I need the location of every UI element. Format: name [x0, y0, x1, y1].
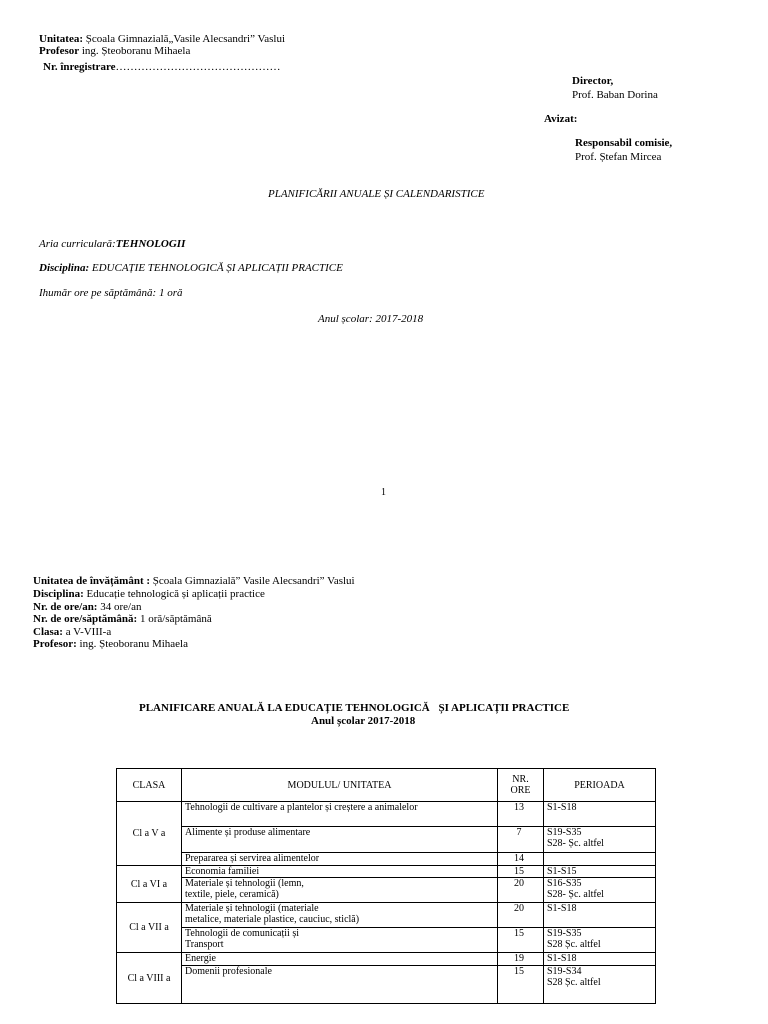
- cell-period-line: S28- Șc. altfel: [547, 889, 604, 900]
- cell-hours-line: 15: [514, 866, 524, 877]
- cell-period-line: S19-S35: [547, 928, 582, 939]
- cell-module: [182, 966, 498, 1004]
- cell-hours-line: 14: [514, 853, 524, 864]
- unit-full-line: [33, 575, 355, 587]
- unit-value: Școala Gimnazială„Vasile Alecsandri” Vaslui: [85, 33, 286, 45]
- cell-module-line: textile, piele, ceramică): [185, 889, 279, 900]
- registration-label: Nr. înregistrare: [43, 61, 116, 73]
- cell-module: [182, 827, 498, 853]
- unit-line: [39, 33, 285, 45]
- header-hours: [498, 769, 544, 802]
- cell-period: [544, 866, 656, 878]
- cell-hours: [498, 802, 544, 827]
- plan-title-left: PLANIFICARE ANUALĂ LA EDUCAȚIE TEHNOLOGICĂ: [139, 702, 430, 714]
- cell-hours: [498, 903, 544, 928]
- unit-full-value: Școala Gimnazială” Vasile Alecsandri” Vaslui: [150, 575, 355, 587]
- cell-module: [182, 853, 498, 866]
- cell-period: [544, 878, 656, 903]
- discipline-value-2: Educație tehnologică și aplicații practice: [83, 588, 265, 600]
- hours-per-week-line: [33, 613, 212, 625]
- cell-hours: [498, 853, 544, 866]
- cell-hours-line: 15: [514, 966, 524, 977]
- table-row: [117, 878, 656, 903]
- class-value: a V-VIII-a: [62, 626, 112, 638]
- hours-per-year-line: [33, 601, 141, 613]
- registration-dots: ………………………………………: [115, 61, 281, 73]
- plan-year: Anul școlar 2017-2018: [311, 715, 416, 727]
- cell-module-line: metalice, materiale plastice, cauciuc, sticlă): [185, 914, 360, 925]
- cell-period-line: S1-S18: [547, 953, 577, 964]
- cell-module-line: Materiale și tehnologii (lemn,: [185, 878, 304, 889]
- professor-label-2: Profesor:: [33, 638, 77, 650]
- cell-hours-line: 15: [514, 928, 524, 939]
- cell-module: [182, 878, 498, 903]
- professor-value: ing. Șteoboranu Mihaela: [79, 45, 191, 57]
- cell-module: [182, 953, 498, 966]
- curricular-area-value: TEHNOLOGII: [115, 238, 186, 250]
- hours-per-year-label: Nr. de ore/an:: [33, 601, 98, 613]
- cell-class: Cl a VII a: [117, 903, 182, 953]
- cell-hours-line: 13: [514, 802, 524, 813]
- cell-hours-line: 20: [514, 878, 524, 889]
- professor-label: Profesor: [39, 45, 80, 57]
- cell-period: [544, 953, 656, 966]
- school-year-value: 2017-2018: [375, 313, 424, 325]
- table-header-row: [117, 769, 656, 802]
- page-number: 1: [381, 487, 386, 498]
- plan-title-right: ȘI APLICAȚII PRACTICE: [438, 702, 570, 714]
- cell-period-line: S1-S18: [547, 802, 577, 813]
- director-label: Director,: [572, 75, 614, 87]
- cell-hours: [498, 866, 544, 878]
- commission-name: Prof. Ștefan Mircea: [575, 151, 662, 163]
- discipline-line-2: [33, 588, 265, 600]
- header-module: MODULUL/ UNITATEA: [182, 769, 498, 802]
- cell-class: Cl a VI a: [117, 866, 182, 903]
- table-row: [117, 827, 656, 853]
- professor-value-2: ing. Șteoboranu Mihaela: [76, 638, 188, 650]
- unit-label: Unitatea:: [39, 33, 83, 45]
- commission-label: Responsabil comisie,: [575, 137, 673, 149]
- header-hours-line2: ORE: [510, 785, 531, 796]
- hours-per-week-label: Nr. de ore/săptămână:: [33, 613, 138, 625]
- cell-module-line: Tehnologii de comunicații și: [185, 928, 299, 939]
- table-row: [117, 853, 656, 866]
- cell-hours-line: 20: [514, 903, 524, 914]
- table-row: [117, 953, 656, 966]
- class-label: Clasa:: [33, 626, 63, 638]
- header-class: CLASA: [117, 769, 182, 802]
- professor-line: [39, 45, 190, 57]
- cell-module-line: Prepararea și servirea alimentelor: [185, 853, 320, 864]
- curricular-area: [39, 238, 185, 250]
- cell-module: [182, 802, 498, 827]
- cell-hours: [498, 953, 544, 966]
- cell-module: [182, 866, 498, 878]
- director-name: Prof. Baban Dorina: [572, 89, 658, 101]
- table-row: [117, 802, 656, 827]
- cell-module-line: Transport: [185, 939, 224, 950]
- discipline-value: EDUCAȚIE TEHNOLOGICĂ ȘI APLICAȚII PRACTICE: [89, 262, 343, 274]
- table-row: [117, 928, 656, 953]
- cell-period: [544, 827, 656, 853]
- cell-period-line: S19-S35: [547, 827, 582, 838]
- cell-hours: [498, 966, 544, 1004]
- cell-module-line: Tehnologii de cultivare a plantelor și creștere a animalelor: [185, 802, 418, 813]
- cell-period: [544, 903, 656, 928]
- cover-title: PLANIFICĂRII ANUALE ȘI CALENDARISTICE: [268, 188, 485, 200]
- cell-class: Cl a V a: [117, 802, 182, 866]
- curricular-area-label: Aria curriculară:: [39, 238, 116, 250]
- cell-period: [544, 966, 656, 1004]
- school-year-label: Anul școlar:: [318, 313, 376, 325]
- cell-class: Cl a VIII a: [117, 953, 182, 1004]
- cell-hours-line: 19: [514, 953, 524, 964]
- table-row: [117, 966, 656, 1004]
- school-year-line: [318, 313, 423, 325]
- cell-module: [182, 928, 498, 953]
- cell-module-line: Economia familiei: [185, 866, 260, 877]
- header-period: PERIOADA: [544, 769, 656, 802]
- planning-table: [116, 768, 656, 1004]
- discipline-label: Disciplina:: [39, 262, 90, 274]
- cell-hours: [498, 827, 544, 853]
- cell-module-line: Domenii profesionale: [185, 966, 272, 977]
- hours-per-week-value: 1 oră/săptămână: [137, 613, 212, 625]
- plan-title: [139, 702, 569, 714]
- cell-period-line: S28 Șc. altfel: [547, 939, 601, 950]
- table-row: [117, 903, 656, 928]
- cell-hours-line: 7: [516, 827, 522, 838]
- discipline-label-2: Disciplina:: [33, 588, 84, 600]
- avizat-label: Avizat:: [544, 113, 578, 125]
- cell-module: [182, 903, 498, 928]
- hours-per-week: Ihumăr ore pe săptămână: 1 oră: [39, 287, 183, 299]
- cell-module-line: Energie: [185, 953, 216, 964]
- cell-period: [544, 928, 656, 953]
- professor-line-2: [33, 638, 188, 650]
- header-hours-line1: NR.: [512, 774, 529, 785]
- class-line: [33, 626, 111, 638]
- discipline-line: [39, 262, 343, 274]
- table-row: [117, 866, 656, 878]
- cell-hours: [498, 928, 544, 953]
- cell-hours: [498, 878, 544, 903]
- cell-period-line: S28- Șc. altfel: [547, 838, 604, 849]
- cell-period-line: S28 Șc. altfel: [547, 977, 601, 988]
- cell-period: [544, 853, 656, 866]
- cell-period-line: S16-S35: [547, 878, 582, 889]
- cell-period-line: S1-S18: [547, 903, 577, 914]
- hours-per-year-value: 34 ore/an: [97, 601, 142, 613]
- cell-module-line: Alimente și produse alimentare: [185, 827, 311, 838]
- cell-period: [544, 802, 656, 827]
- registration-line: [43, 61, 281, 73]
- cell-module-line: Materiale și tehnologii (materiale: [185, 903, 319, 914]
- unit-full-label: Unitatea de învățământ :: [33, 575, 151, 587]
- cell-period-line: S19-S34: [547, 966, 582, 977]
- cell-period-line: S1-S15: [547, 866, 577, 877]
